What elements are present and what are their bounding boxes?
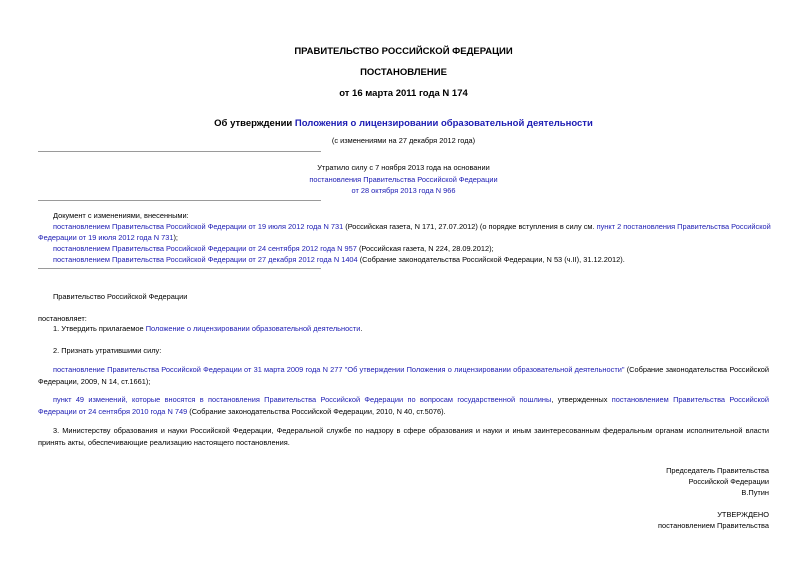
decrees-word: постановляет: <box>38 314 87 323</box>
change-decree-1404-link[interactable]: постановлением Правительства Российской Федерации от 27 декабря 2012 года N 1404 <box>53 255 358 264</box>
change-decree-731-link[interactable]: постановлением Правительства Российской Федерации от 19 июля 2012 года N 731 <box>53 222 344 231</box>
paragraph-2a: постановление Правительства Российской Федерации от 31 марта 2009 года N 277 "Об утверждении Положения о лицензировании образовательной деятельности" (Собрание законодательства Российской Федерации, 2009, N 14, ст.1661); <box>38 365 769 386</box>
title-prefix: Об утверждении <box>214 118 295 129</box>
change-item: постановлением Правительства Российской Федерации от 19 июля 2012 года N 731 (Российская газета, N 171, 27.07.2012) (о порядке вступления в силу см. пункт 2 постановления Правительства Российской <box>53 222 771 231</box>
divider <box>38 200 321 201</box>
issuing-government: Правительство Российской Федерации <box>53 292 188 301</box>
signatory-title-2: Российской Федерации <box>688 477 769 486</box>
signatory-name: В.Путин <box>741 488 769 497</box>
paragraph-1: 1. Утвердить прилагаемое Положение о лицензировании образовательной деятельности. <box>53 324 363 333</box>
document-type: ПОСТАНОВЛЕНИЕ <box>360 67 447 78</box>
approved-by: постановлением Правительства <box>658 521 769 530</box>
paragraph-2b: пункт 49 изменений, которые вносятся в постановления Правительства Российской Федерации по вопросам государственной пошлины, утвержденных постановлением Правительства Российской Федерации от 24 сентября 2010 года N 749 (Собрание законодательства Российской Федерации, 2010, N 40, ст.5076). <box>38 395 769 416</box>
decree-277-link[interactable]: постановление Правительства Российской Федерации от 31 марта 2009 года N 277 "Об утверждении Положения о лицензировании образовательной деятельности" <box>53 365 625 374</box>
approved-stamp: УТВЕРЖДЕНО <box>717 510 769 519</box>
revision-note: (с изменениями на 27 декабря 2012 года) <box>331 136 476 145</box>
paragraph-3: 3. Министерству образования и науки Российской Федерации, Федеральной службе по надзору в сфере образования и науки и иным заинтересованным федеральным органам исполнительной власти принять акты, обеспечивающие реализацию настоящего постановления. <box>38 426 769 447</box>
change-decree-731-point2-link-cont[interactable]: Федерации от 19 июля 2012 года N 731 <box>38 233 174 242</box>
regulation-link[interactable]: Положение о лицензировании образовательной деятельности <box>145 324 361 333</box>
divider <box>38 268 321 269</box>
point-49-link[interactable]: пункт 49 изменений, которые вносятся в постановления Правительства Российской Федерации по вопросам государственной пошлины <box>53 395 552 404</box>
government-heading: ПРАВИТЕЛЬСТВО РОССИЙСКОЙ ФЕДЕРАЦИИ <box>294 46 513 57</box>
title-regulation-link[interactable]: Положения о лицензировании образовательной деятельности <box>294 118 593 129</box>
changes-intro: Документ с изменениями, внесенными: <box>53 211 189 220</box>
change-decree-957-link[interactable]: постановлением Правительства Российской Федерации от 24 сентября 2012 года N 957 <box>53 244 357 253</box>
change-item: постановлением Правительства Российской Федерации от 27 декабря 2012 года N 1404 (Собрание законодательства Российской Федерации, N 53 (ч.II), 31.12.2012). <box>53 255 625 264</box>
decree-749-link[interactable]: постановлением Правительства Российской Федерации от 24 сентября 2010 года N 749 <box>38 395 769 416</box>
change-decree-731-point2-link[interactable]: пункт 2 постановления Правительства Российской <box>596 222 771 231</box>
repeal-decree-link[interactable]: постановления Правительства Российской Федерации <box>309 175 498 184</box>
change-item-continued: Федерации от 19 июля 2012 года N 731); <box>38 233 178 242</box>
document-date-number: от 16 марта 2011 года N 174 <box>339 88 468 99</box>
change-item: постановлением Правительства Российской Федерации от 24 сентября 2012 года N 957 (Российская газета, N 224, 28.09.2012); <box>53 244 494 253</box>
repeal-decree-date-link[interactable]: от 28 октября 2013 года N 966 <box>351 186 456 195</box>
document-title <box>0 118 807 129</box>
paragraph-2: 2. Признать утратившими силу: <box>53 346 162 355</box>
repeal-notice: Утратило силу с 7 ноября 2013 года на основании <box>317 163 490 172</box>
signatory-title: Председатель Правительства <box>666 466 769 475</box>
divider <box>38 151 321 152</box>
